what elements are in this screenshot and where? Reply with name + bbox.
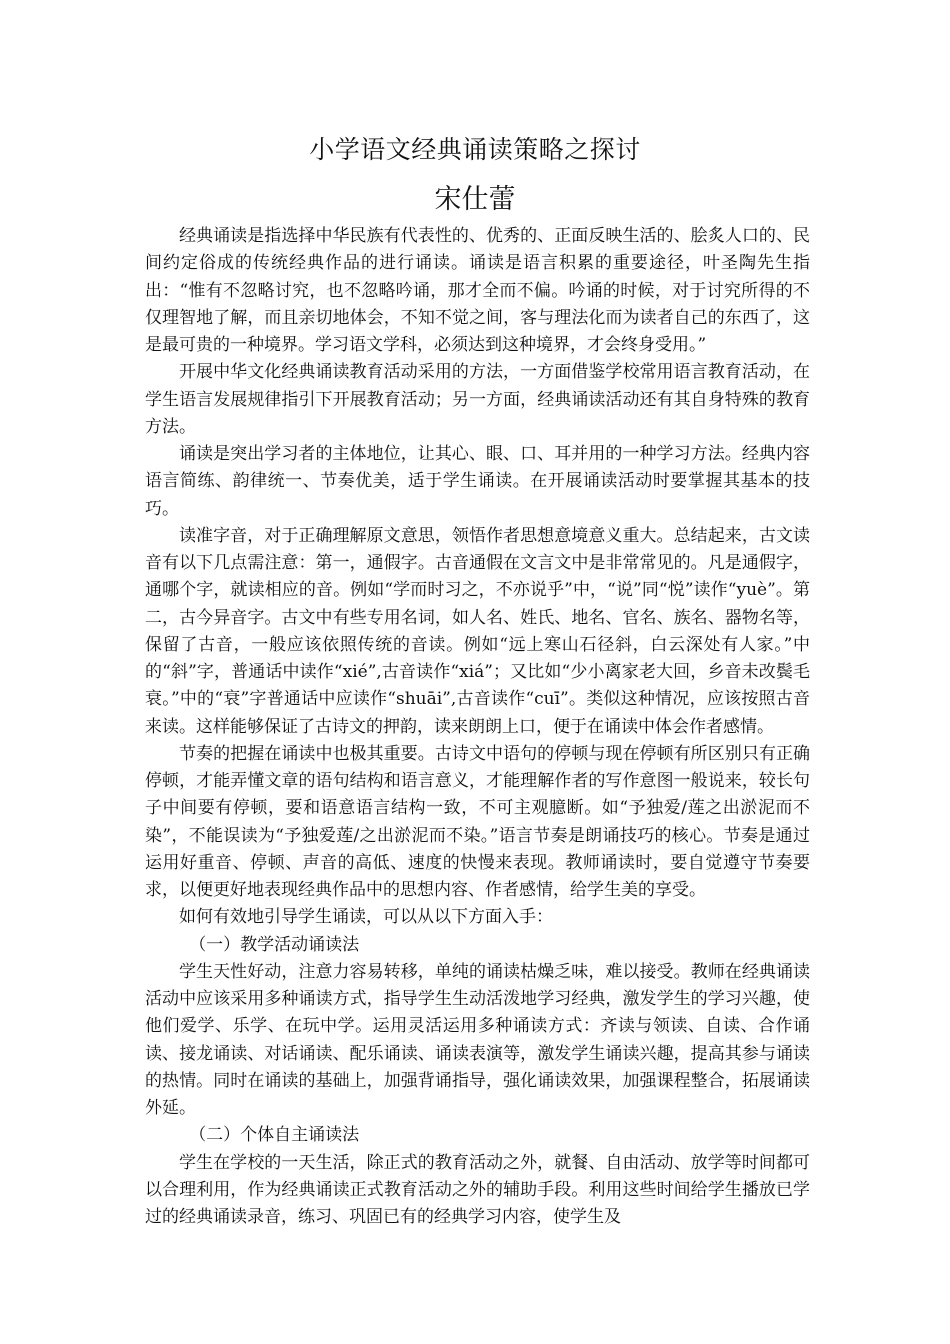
paragraph-individual: 学生在学校的一天生活，除正式的教育活动之外，就餐、自由活动、放学等时间都可以合理利用，作为经典诵读正式教育活动之外的辅助手段。利用这些时间给学生播放已学过的经典诵读录音，练习、巩固已有的经典学习内容，使学生及 bbox=[145, 1152, 810, 1227]
paragraph-rhythm: 节奏的把握在诵读中也极其重要。古诗文中语句的停顿与现在停顿有所区别只有正确停顿，才能弄懂文章的语句结构和语言意义，才能理解作者的写作意图一般说来，较长句子中间要有停顿，要和语意语言结构一致，不可主观臆断。如“予独爱/莲之出淤泥而不染”，不能误读为“予独爱莲/之出淤泥而不染。”语言节奏是朗诵技巧的核心。节奏是通过运用好重音、停顿、声音的高低、速度的快慢来表现。教师诵读时，要自觉遵守节奏要求，以便更好地表现经典作品中的思想内容、作者感情，给学生美的享受。 bbox=[145, 743, 810, 900]
paragraph-teaching: 学生天性好动，注意力容易转移，单纯的诵读枯燥乏味，难以接受。教师在经典诵读活动中应该采用多种诵读方式，指导学生生动活泼地学习经典，激发学生的学习兴趣，使他们爱学、乐学、在玩中学。运用灵活运用多种诵读方式：齐读与领读、自读、合作诵读、接龙诵读、对话诵读、配乐诵读、诵读表演等，激发学生诵读兴趣，提高其参与诵读的热情。同时在诵读的基础上，加强背诵指导，强化诵读效果，加强课程整合，拓展诵读外延。 bbox=[145, 961, 810, 1118]
section-heading-2: （二）个体自主诵读法 bbox=[189, 1125, 360, 1146]
document-author: 宋仕蕾 bbox=[434, 184, 516, 215]
paragraph-intro: 经典诵读是指选择中华民族有代表性的、优秀的、正面反映生活的、脍炙人口的、民间约定俗成的传统经典作品的进行诵读。诵读是语言积累的重要途径，叶圣陶先生指出：“惟有不忽略讨究，也不忽略吟诵，那才全而不偏。吟诵的时候，对于讨究所得的不仅理智地了解，而且亲切地体会，不知不觉之间，客与理法化而为读者自己的东西了，这是最可贵的一种境界。学习语文学科，必须达到这种境界，才会终身受用。” bbox=[145, 226, 810, 355]
document-body bbox=[145, 223, 810, 1231]
paragraph-methods: 开展中华文化经典诵读教育活动采用的方法，一方面借鉴学校常用语言教育活动，在学生语言发展规律指引下开展教育活动；另一方面，经典诵读活动还有其自身特殊的教育方法。 bbox=[145, 362, 810, 437]
section-heading-1: （一）教学活动诵读法 bbox=[189, 934, 360, 955]
paragraph-guidance: 如何有效地引导学生诵读，可以从以下方面入手： bbox=[179, 907, 553, 928]
document-title: 小学语文经典诵读策略之探讨 bbox=[309, 135, 641, 164]
paragraph-pronunciation: 读准字音，对于正确理解原文意思，领悟作者思想意境意义重大。总结起来，古文读音有以下几点需注意：第一，通假字。古音通假在文言文中是非常常见的。凡是通假字，通哪个字，就读相应的音。例如“学而时习之，不亦说乎”中，“说”同“悦”读作“yuè”。第二，古今异音字。古文中有些专用名词，如人名、姓氏、地名、官名、族名、器物名等，保留了古音，一般应该依照传统的音读。例如“远上寒山石径斜，白云深处有人家。”中的“斜”字，普通话中读作“xié”,古音读作“xiá”；又比如“少小离家老大回，乡音未改鬓毛衰。”中的“衰”字普通话中应读作“shuāi”,古音读作“cuī”。类似这种情况，应该按照古音来读。这样能够保证了古诗文的押韵，读来朗朗上口，便于在诵读中体会作者感情。 bbox=[145, 525, 810, 737]
paragraph-reading: 诵读是突出学习者的主体地位，让其心、眼、口、耳并用的一种学习方法。经典内容语言简练、韵律统一、节奏优美，适于学生诵读。在开展诵读活动时要掌握其基本的技巧。 bbox=[145, 444, 810, 519]
